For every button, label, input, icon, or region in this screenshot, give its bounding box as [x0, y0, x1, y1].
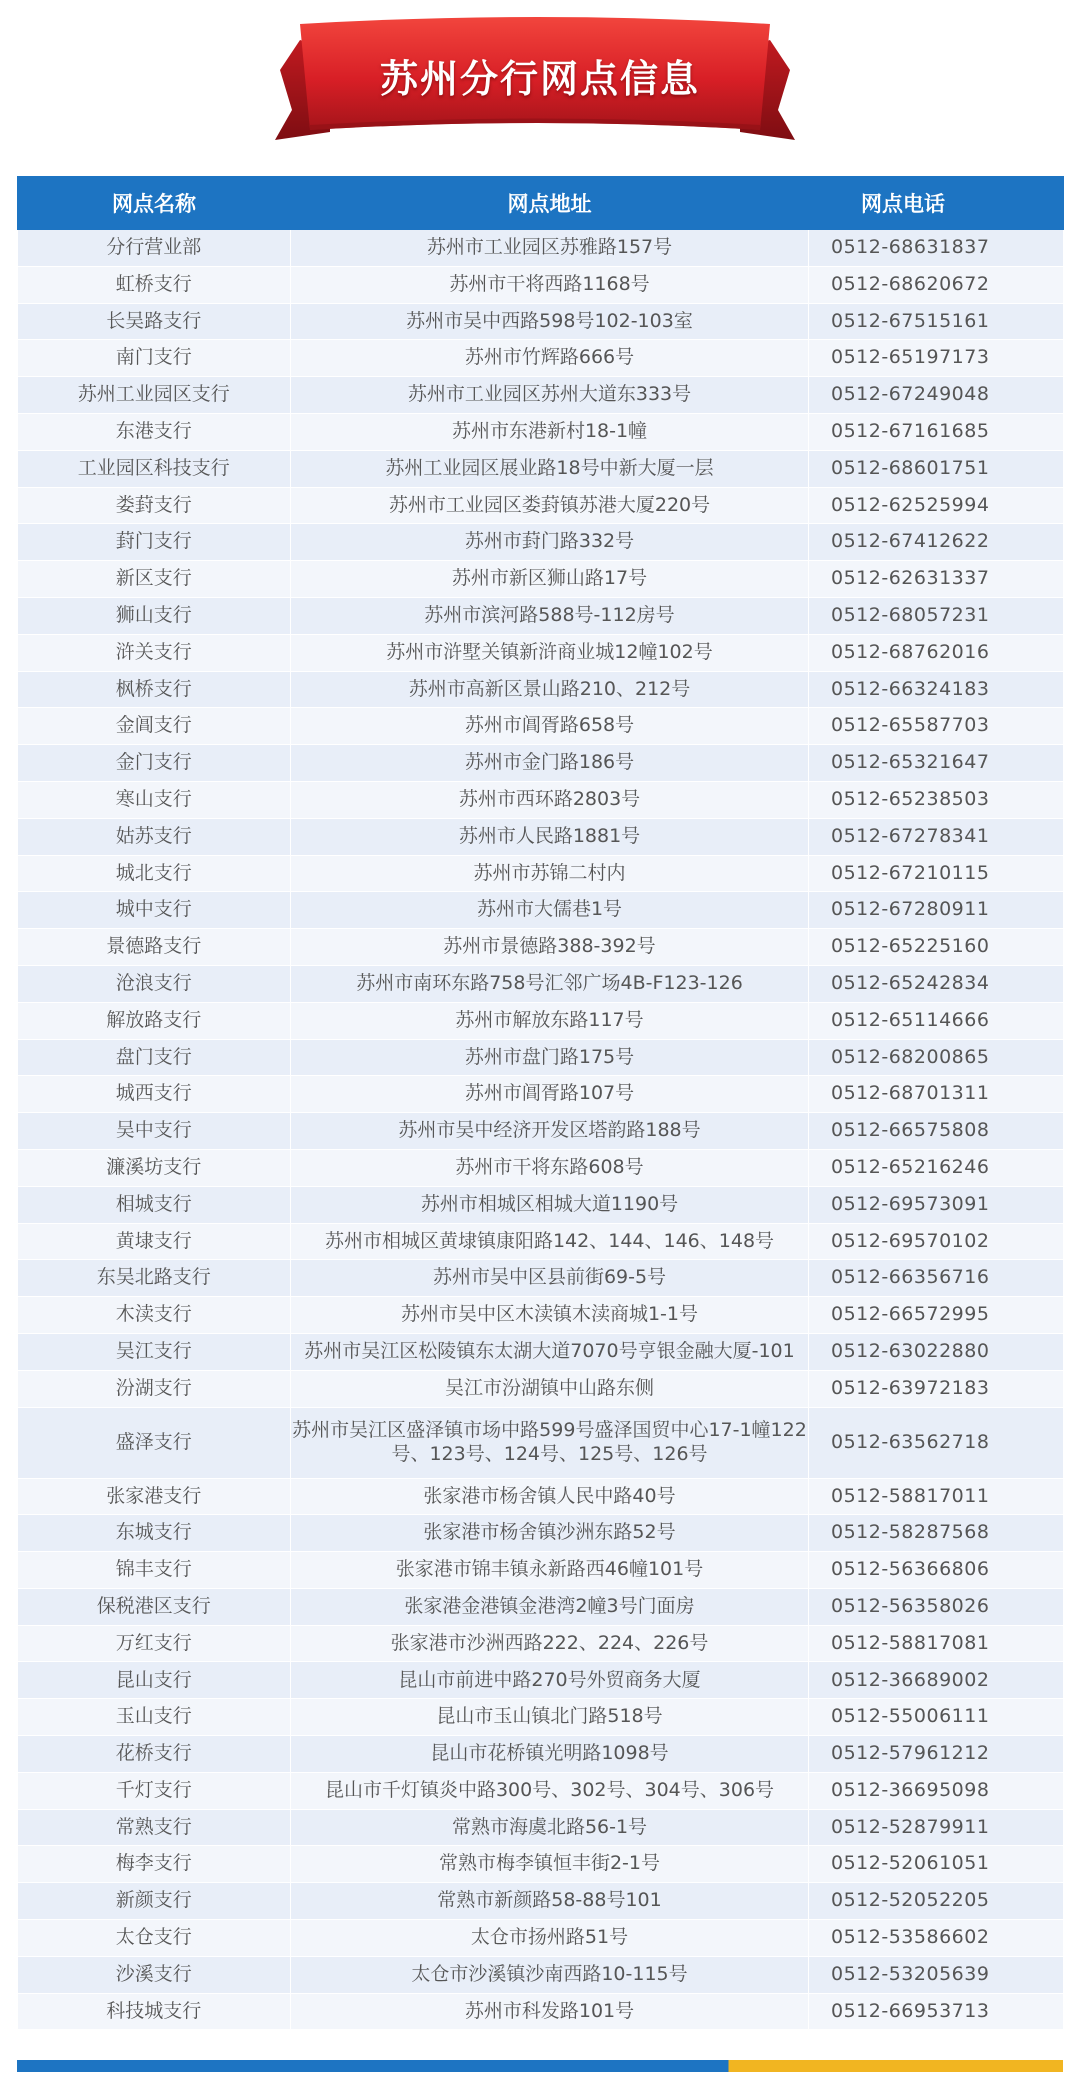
cell-name: 木渎支行 — [18, 1297, 291, 1334]
cell-name: 姑苏支行 — [18, 818, 291, 855]
cell-phone: 0512-66324183 — [809, 671, 1064, 708]
table-row — [18, 1260, 1064, 1297]
cell-phone: 0512-68701311 — [809, 1076, 1064, 1113]
cell-name: 金门支行 — [18, 745, 291, 782]
table-row — [18, 524, 1064, 561]
cell-address: 苏州市阊胥路658号 — [291, 708, 809, 745]
cell-address: 苏州市吴中区县前街69-5号 — [291, 1260, 809, 1297]
cell-name: 昆山支行 — [18, 1662, 291, 1699]
cell-phone: 0512-53586602 — [809, 1920, 1064, 1957]
cell-phone: 0512-62631337 — [809, 561, 1064, 598]
title-banner — [0, 0, 1080, 170]
cell-name: 城中支行 — [18, 892, 291, 929]
cell-phone: 0512-69573091 — [809, 1186, 1064, 1223]
cell-name: 娄葑支行 — [18, 487, 291, 524]
cell-address: 张家港金港镇金港湾2幢3号门面房 — [291, 1588, 809, 1625]
cell-phone: 0512-63022880 — [809, 1333, 1064, 1370]
cell-address: 苏州市阊胥路107号 — [291, 1076, 809, 1113]
cell-phone: 0512-63562718 — [809, 1407, 1064, 1478]
cell-name: 东吴北路支行 — [18, 1260, 291, 1297]
cell-name: 梅李支行 — [18, 1846, 291, 1883]
cell-name: 玉山支行 — [18, 1699, 291, 1736]
table-row — [18, 561, 1064, 598]
cell-address: 苏州市葑门路332号 — [291, 524, 809, 561]
table-row — [18, 818, 1064, 855]
cell-name: 保税港区支行 — [18, 1588, 291, 1625]
table-row — [18, 1076, 1064, 1113]
cell-phone: 0512-66575808 — [809, 1113, 1064, 1150]
cell-name: 沧浪支行 — [18, 965, 291, 1002]
cell-address: 苏州市吴中经济开发区塔韵路188号 — [291, 1113, 809, 1150]
cell-phone: 0512-69570102 — [809, 1223, 1064, 1260]
table-row — [18, 855, 1064, 892]
cell-address: 昆山市前进中路270号外贸商务大厦 — [291, 1662, 809, 1699]
cell-phone: 0512-67280911 — [809, 892, 1064, 929]
cell-address: 苏州市南环东路758号汇邻广场4B-F123-126 — [291, 965, 809, 1002]
cell-phone: 0512-52052205 — [809, 1883, 1064, 1920]
cell-address: 苏州市工业园区苏雅路157号 — [291, 230, 809, 266]
cell-phone: 0512-67161685 — [809, 413, 1064, 450]
table-row — [18, 1002, 1064, 1039]
cell-phone: 0512-52879911 — [809, 1809, 1064, 1846]
cell-name: 工业园区科技支行 — [18, 450, 291, 487]
table-row — [18, 1407, 1064, 1478]
cell-name: 长吴路支行 — [18, 303, 291, 340]
cell-phone: 0512-67515161 — [809, 303, 1064, 340]
cell-phone: 0512-65216246 — [809, 1149, 1064, 1186]
header-name: 网点名称 — [18, 176, 291, 230]
cell-name: 花桥支行 — [18, 1736, 291, 1773]
cell-phone: 0512-66572995 — [809, 1297, 1064, 1334]
cell-address: 苏州市人民路1881号 — [291, 818, 809, 855]
table-row — [18, 340, 1064, 377]
table-row — [18, 671, 1064, 708]
cell-address: 苏州市吴江区盛泽镇市场中路599号盛泽国贸中心17-1幢122号、123号、124号、125号、126号 — [291, 1407, 809, 1478]
cell-name: 新颜支行 — [18, 1883, 291, 1920]
cell-address: 苏州市相城区相城大道1190号 — [291, 1186, 809, 1223]
table-header-row — [18, 176, 1064, 230]
cell-phone: 0512-65114666 — [809, 1002, 1064, 1039]
cell-phone: 0512-68631837 — [809, 230, 1064, 266]
cell-name: 景德路支行 — [18, 929, 291, 966]
table-row — [18, 377, 1064, 414]
cell-address: 苏州市吴江区松陵镇东太湖大道7070号亨银金融大厦-101 — [291, 1333, 809, 1370]
cell-name: 浒关支行 — [18, 634, 291, 671]
cell-name: 汾湖支行 — [18, 1370, 291, 1407]
table-row — [18, 1588, 1064, 1625]
cell-address: 苏州市金门路186号 — [291, 745, 809, 782]
cell-name: 常熟支行 — [18, 1809, 291, 1846]
cell-phone: 0512-67412622 — [809, 524, 1064, 561]
cell-phone: 0512-56358026 — [809, 1588, 1064, 1625]
cell-phone: 0512-58287568 — [809, 1515, 1064, 1552]
cell-address: 苏州市干将西路1168号 — [291, 266, 809, 303]
table-row — [18, 1039, 1064, 1076]
cell-phone: 0512-68057231 — [809, 597, 1064, 634]
cell-address: 苏州市滨河路588号-112房号 — [291, 597, 809, 634]
table-row — [18, 1333, 1064, 1370]
cell-address: 苏州市工业园区苏州大道东333号 — [291, 377, 809, 414]
cell-phone: 0512-66356716 — [809, 1260, 1064, 1297]
table-row — [18, 450, 1064, 487]
cell-phone: 0512-53205639 — [809, 1956, 1064, 1993]
cell-phone: 0512-56366806 — [809, 1552, 1064, 1589]
cell-address: 张家港市沙洲西路222、224、226号 — [291, 1625, 809, 1662]
cell-phone: 0512-68200865 — [809, 1039, 1064, 1076]
cell-phone: 0512-65225160 — [809, 929, 1064, 966]
table-row — [18, 745, 1064, 782]
cell-name: 张家港支行 — [18, 1478, 291, 1515]
table-row — [18, 1297, 1064, 1334]
cell-phone: 0512-65587703 — [809, 708, 1064, 745]
cell-address: 常熟市新颜路58-88号101 — [291, 1883, 809, 1920]
cell-address: 苏州市吴中区木渎镇木渎商城1-1号 — [291, 1297, 809, 1334]
cell-name: 锦丰支行 — [18, 1552, 291, 1589]
cell-address: 苏州市浒墅关镇新浒商业城12幢102号 — [291, 634, 809, 671]
cell-phone: 0512-63972183 — [809, 1370, 1064, 1407]
cell-name: 南门支行 — [18, 340, 291, 377]
cell-address: 张家港市杨舍镇沙洲东路52号 — [291, 1515, 809, 1552]
table-row — [18, 1370, 1064, 1407]
cell-name: 太仓支行 — [18, 1920, 291, 1957]
cell-phone: 0512-68762016 — [809, 634, 1064, 671]
table-row — [18, 597, 1064, 634]
cell-address: 张家港市杨舍镇人民中路40号 — [291, 1478, 809, 1515]
cell-name: 解放路支行 — [18, 1002, 291, 1039]
cell-name: 城北支行 — [18, 855, 291, 892]
cell-phone: 0512-36689002 — [809, 1662, 1064, 1699]
cell-address: 苏州市东港新村18-1幢 — [291, 413, 809, 450]
cell-phone: 0512-62525994 — [809, 487, 1064, 524]
table-row — [18, 1699, 1064, 1736]
table-row — [18, 1956, 1064, 1993]
table-row — [18, 965, 1064, 1002]
branch-table — [17, 176, 1063, 2030]
table-row — [18, 781, 1064, 818]
cell-address: 苏州市科发路101号 — [291, 1993, 809, 2030]
cell-address: 苏州市新区狮山路17号 — [291, 561, 809, 598]
cell-phone: 0512-68601751 — [809, 450, 1064, 487]
cell-name: 东城支行 — [18, 1515, 291, 1552]
cell-name: 葑门支行 — [18, 524, 291, 561]
cell-address: 太仓市扬州路51号 — [291, 1920, 809, 1957]
cell-address: 苏州市解放东路117号 — [291, 1002, 809, 1039]
cell-phone: 0512-67210115 — [809, 855, 1064, 892]
cell-phone: 0512-65238503 — [809, 781, 1064, 818]
cell-name: 分行营业部 — [18, 230, 291, 266]
table-row — [18, 708, 1064, 745]
page-title: 苏州分行网点信息 — [379, 57, 700, 101]
cell-name: 盘门支行 — [18, 1039, 291, 1076]
cell-name: 新区支行 — [18, 561, 291, 598]
cell-name: 金阊支行 — [18, 708, 291, 745]
header-phone: 网点电话 — [809, 176, 1064, 230]
cell-name: 吴江支行 — [18, 1333, 291, 1370]
table-row — [18, 1993, 1064, 2030]
cell-address: 苏州市吴中西路598号102-103室 — [291, 303, 809, 340]
cell-address: 苏州市大儒巷1号 — [291, 892, 809, 929]
cell-phone: 0512-58817081 — [809, 1625, 1064, 1662]
cell-address: 昆山市玉山镇北门路518号 — [291, 1699, 809, 1736]
table-row — [18, 892, 1064, 929]
table-row — [18, 1846, 1064, 1883]
cell-phone: 0512-65197173 — [809, 340, 1064, 377]
cell-name: 万红支行 — [18, 1625, 291, 1662]
table-row — [18, 1113, 1064, 1150]
cell-name: 城西支行 — [18, 1076, 291, 1113]
cell-name: 苏州工业园区支行 — [18, 377, 291, 414]
cell-phone: 0512-67249048 — [809, 377, 1064, 414]
cell-address: 苏州市干将东路608号 — [291, 1149, 809, 1186]
cell-address: 苏州市盘门路175号 — [291, 1039, 809, 1076]
cell-name: 相城支行 — [18, 1186, 291, 1223]
cell-name: 枫桥支行 — [18, 671, 291, 708]
footer-bar — [17, 2060, 1063, 2072]
table-row — [18, 1883, 1064, 1920]
cell-address: 太仓市沙溪镇沙南西路10-115号 — [291, 1956, 809, 1993]
table-row — [18, 1223, 1064, 1260]
table-row — [18, 1736, 1064, 1773]
cell-phone: 0512-67278341 — [809, 818, 1064, 855]
cell-address: 苏州市苏锦二村内 — [291, 855, 809, 892]
table-row — [18, 413, 1064, 450]
header-address: 网点地址 — [291, 176, 809, 230]
table-row — [18, 634, 1064, 671]
table-row — [18, 1552, 1064, 1589]
table-row — [18, 1625, 1064, 1662]
cell-address: 昆山市花桥镇光明路1098号 — [291, 1736, 809, 1773]
table-row — [18, 1809, 1064, 1846]
table-row — [18, 487, 1064, 524]
cell-address: 常熟市梅李镇恒丰街2-1号 — [291, 1846, 809, 1883]
cell-phone: 0512-36695098 — [809, 1772, 1064, 1809]
table-row — [18, 1662, 1064, 1699]
cell-phone: 0512-68620672 — [809, 266, 1064, 303]
cell-phone: 0512-57961212 — [809, 1736, 1064, 1773]
cell-name: 吴中支行 — [18, 1113, 291, 1150]
cell-address: 苏州工业园区展业路18号中新大厦一层 — [291, 450, 809, 487]
cell-address: 昆山市千灯镇炎中路300号、302号、304号、306号 — [291, 1772, 809, 1809]
table-row — [18, 230, 1064, 266]
table-row — [18, 1478, 1064, 1515]
cell-name: 黄埭支行 — [18, 1223, 291, 1260]
cell-phone: 0512-58817011 — [809, 1478, 1064, 1515]
cell-phone: 0512-65321647 — [809, 745, 1064, 782]
cell-name: 濂溪坊支行 — [18, 1149, 291, 1186]
cell-address: 苏州市竹辉路666号 — [291, 340, 809, 377]
cell-address: 苏州市工业园区娄葑镇苏港大厦220号 — [291, 487, 809, 524]
cell-address: 苏州市景德路388-392号 — [291, 929, 809, 966]
table-body — [18, 230, 1064, 2030]
table-row — [18, 1772, 1064, 1809]
table-row — [18, 1149, 1064, 1186]
cell-phone: 0512-65242834 — [809, 965, 1064, 1002]
table-row — [18, 929, 1064, 966]
cell-address: 张家港市锦丰镇永新路西46幢101号 — [291, 1552, 809, 1589]
table-row — [18, 1920, 1064, 1957]
cell-address: 苏州市高新区景山路210、212号 — [291, 671, 809, 708]
cell-name: 虹桥支行 — [18, 266, 291, 303]
cell-phone: 0512-55006111 — [809, 1699, 1064, 1736]
table-row — [18, 1515, 1064, 1552]
cell-phone: 0512-66953713 — [809, 1993, 1064, 2030]
cell-name: 东港支行 — [18, 413, 291, 450]
cell-phone: 0512-52061051 — [809, 1846, 1064, 1883]
cell-address: 苏州市西环路2803号 — [291, 781, 809, 818]
cell-name: 寒山支行 — [18, 781, 291, 818]
table-row — [18, 303, 1064, 340]
cell-address: 吴江市汾湖镇中山路东侧 — [291, 1370, 809, 1407]
cell-name: 盛泽支行 — [18, 1407, 291, 1478]
cell-name: 科技城支行 — [18, 1993, 291, 2030]
cell-address: 常熟市海虞北路56-1号 — [291, 1809, 809, 1846]
cell-address: 苏州市相城区黄埭镇康阳路142、144、146、148号 — [291, 1223, 809, 1260]
cell-name: 千灯支行 — [18, 1772, 291, 1809]
table-row — [18, 1186, 1064, 1223]
cell-name: 狮山支行 — [18, 597, 291, 634]
table-row — [18, 266, 1064, 303]
cell-name: 沙溪支行 — [18, 1956, 291, 1993]
